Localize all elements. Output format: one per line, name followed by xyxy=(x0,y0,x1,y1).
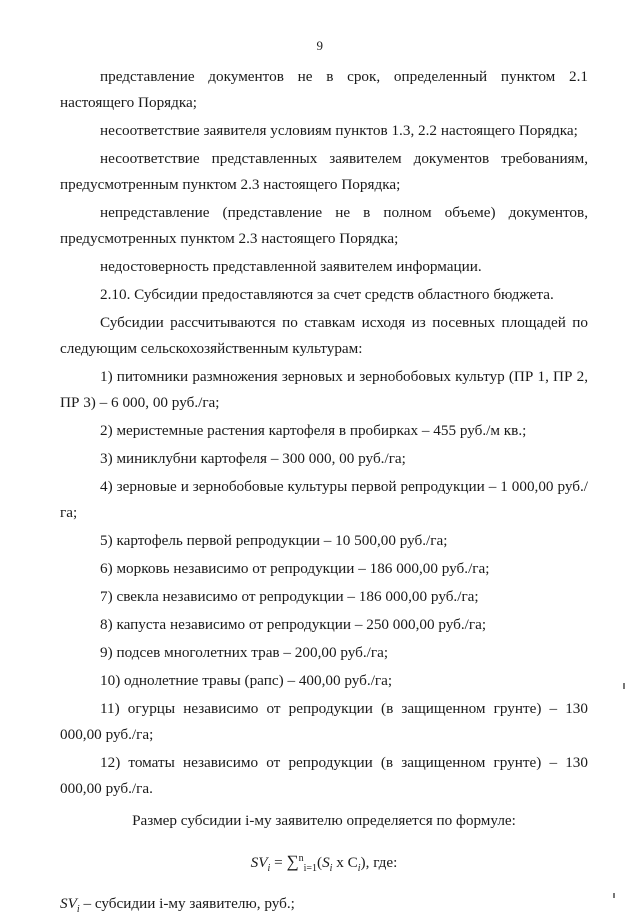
paragraph-false-information: недостоверность представленной заявителем информации. xyxy=(100,258,482,275)
paragraph-late-documents: представление документов не в срок, определенный пунктом 2.1 настоящего Порядка; xyxy=(60,68,588,111)
formula-lhs-index: i xyxy=(267,863,271,875)
sum-upper-limit: n xyxy=(298,853,304,865)
formula-rate-index: i xyxy=(357,863,361,875)
formula-open-paren: ( xyxy=(317,854,323,872)
sum-lower-limit: i=1 xyxy=(303,863,317,875)
rate-item: 3) миниклубни картофеля – 300 000, 00 руб./га; xyxy=(100,450,406,467)
formula-times: x xyxy=(336,854,344,872)
formula-close-paren: ) xyxy=(360,854,366,872)
rate-item: 8) капуста независимо от репродукции – 250 000,00 руб./га; xyxy=(100,616,487,633)
rate-item: 11) огурцы независимо от репродукции (в защищенном грунте) – 130 000,00 руб./га; xyxy=(60,700,588,743)
definition-sv xyxy=(60,891,588,923)
formula-area-index: i xyxy=(329,863,333,875)
formula-equals: = xyxy=(274,854,283,872)
definition-var-index: i xyxy=(76,904,80,916)
rate-item: 9) подсев многолетних трав – 200,00 руб./га; xyxy=(100,644,389,661)
scan-margin-mark xyxy=(613,893,615,898)
page-number: 9 xyxy=(316,38,324,53)
paragraph-missing-documents: непредставление (представление не в полном объеме) документов, предусмотренных пунктом 2.3 настоящего Порядка; xyxy=(60,204,588,247)
paragraph-rates-intro: Субсидии рассчитываются по ставкам исходя из посевных площадей по следующим сельскохозяйственным культурам: xyxy=(60,314,588,357)
scan-margin-mark xyxy=(623,683,625,689)
subsidy-formula xyxy=(60,849,588,876)
rate-item: 6) морковь независимо от репродукции – 186 000,00 руб./га; xyxy=(100,560,490,577)
formula-area: S xyxy=(322,854,330,872)
formula-rate: C xyxy=(347,854,358,872)
formula-tail: , где: xyxy=(365,854,398,872)
definition-var: SV xyxy=(60,895,77,913)
rate-item: 5) картофель первой репродукции – 10 500,00 руб./га; xyxy=(100,532,448,549)
formula-lhs: SV xyxy=(250,854,268,872)
rate-item: 2) меристемные растения картофеля в пробирках – 455 руб./м кв.; xyxy=(100,422,527,439)
rate-item: 4) зерновые и зернобобовые культуры первой репродукции – 1 000,00 руб./га; xyxy=(60,478,588,521)
formula-intro: Размер субсидии i-му заявителю определяется по формуле: xyxy=(132,812,516,829)
document-body xyxy=(60,64,588,923)
definition-text: – субсидии i-му заявителю, руб.; xyxy=(79,895,295,913)
rate-item: 7) свекла независимо от репродукции – 186 000,00 руб./га; xyxy=(100,588,479,605)
paragraph-documents-mismatch: несоответствие представленных заявителем документов требованиям, предусмотренным пунктом 2.3 настоящего Порядка; xyxy=(60,150,588,193)
sum-symbol: ∑ xyxy=(286,852,299,872)
rate-item: 1) питомники размножения зерновых и зернобобовых культур (ПР 1, ПР 2, ПР 3) – 6 000, 00 руб./га; xyxy=(60,368,588,411)
rate-item: 10) однолетние травы (рапс) – 400,00 руб./га; xyxy=(100,672,393,689)
rate-item: 12) томаты независимо от репродукции (в защищенном грунте) – 130 000,00 руб./га. xyxy=(60,754,588,797)
paragraph-section-2-10: 2.10. Субсидии предоставляются за счет средств областного бюджета. xyxy=(100,286,554,303)
paragraph-applicant-mismatch: несоответствие заявителя условиям пунктов 1.3, 2.2 настоящего Порядка; xyxy=(100,122,578,139)
rates-list xyxy=(60,364,588,802)
